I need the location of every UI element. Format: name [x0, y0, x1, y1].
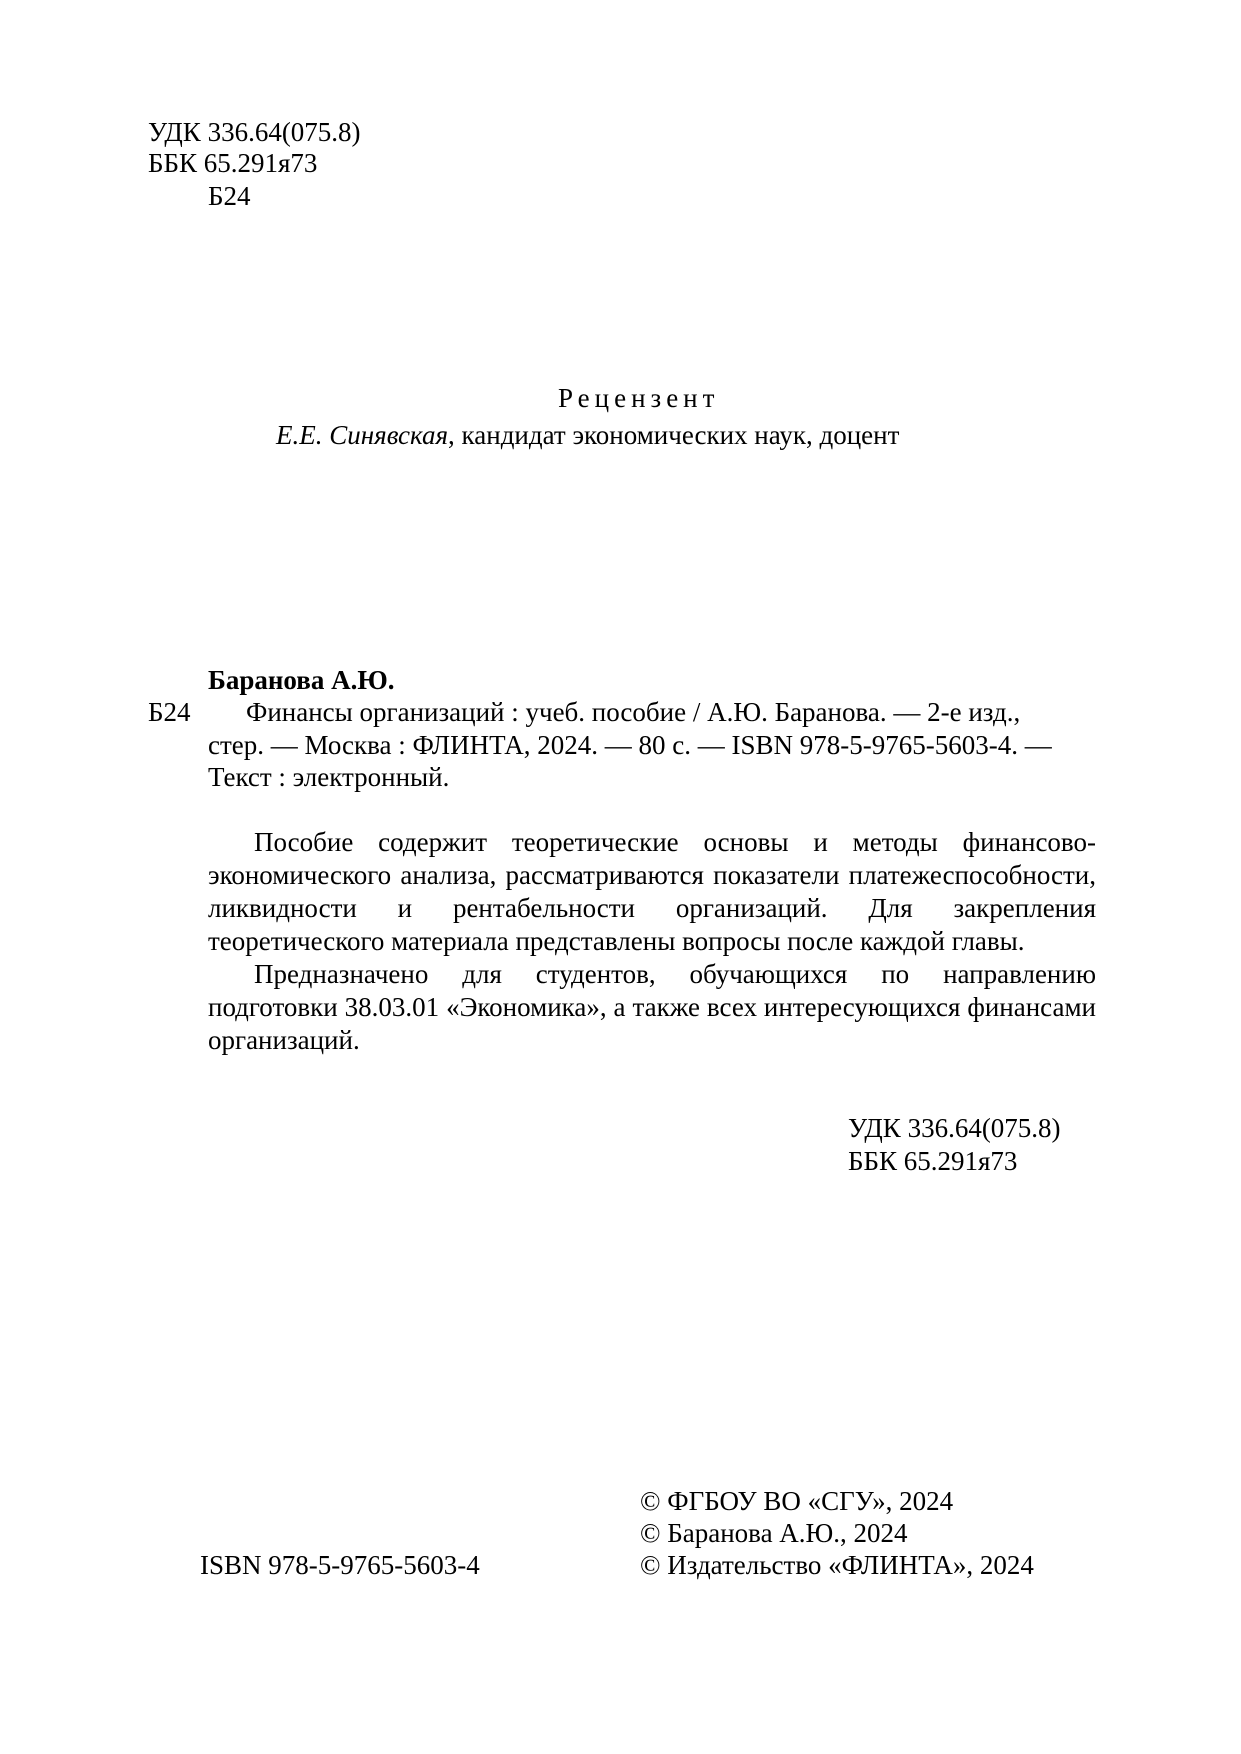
copyright-publisher: © Издательство «ФЛИНТА», 2024: [640, 1550, 1034, 1580]
author-mark: Б24: [208, 181, 251, 211]
copyright-author: © Баранова А.Ю., 2024: [640, 1518, 908, 1548]
abstract-paragraph-2: Предназначено для студентов, обучающихся по направлению подготовки 38.03.01 «Экономика», а также всех интересующихся финансами организаций.: [208, 959, 1096, 1055]
udk-code-bottom: УДК 336.64(075.8): [848, 1113, 1061, 1143]
copyright-university: © ФГБОУ ВО «СГУ», 2024: [640, 1486, 954, 1516]
reviewer-heading: Рецензент: [558, 383, 720, 413]
reviewer-name: Е.Е. Синявская: [276, 420, 449, 450]
udk-code: УДК 336.64(075.8): [148, 117, 361, 147]
bib-line-3: Текст : электронный.: [208, 762, 450, 792]
bib-author: Баранова А.Ю.: [208, 665, 395, 695]
abstract-paragraph-1: Пособие содержит теоретические основы и методы финансово-экономического анализа, рассматриваются показатели платежеспособности, ликвидности и рентабельности организаций. Для закрепления теоретического материала представлены вопросы после каждой главы.: [208, 827, 1096, 956]
bib-mark: Б24: [148, 697, 191, 727]
reviewer-credentials: , кандидат экономических наук, доцент: [448, 420, 900, 450]
bbk-code-bottom: ББК 65.291я73: [848, 1146, 1018, 1176]
abstract: [208, 826, 1096, 1057]
bib-line-2: стер. — Москва : ФЛИНТА, 2024. — 80 с. — ISBN 978-5-9765-5603-4. —: [208, 730, 1052, 760]
bbk-code: ББК 65.291я73: [148, 148, 318, 178]
bib-line-1: Финансы организаций : учеб. пособие / А.Ю. Баранова. — 2-е изд.,: [246, 697, 1021, 727]
isbn: ISBN 978-5-9765-5603-4: [200, 1550, 480, 1580]
reviewer-line: [276, 420, 899, 450]
